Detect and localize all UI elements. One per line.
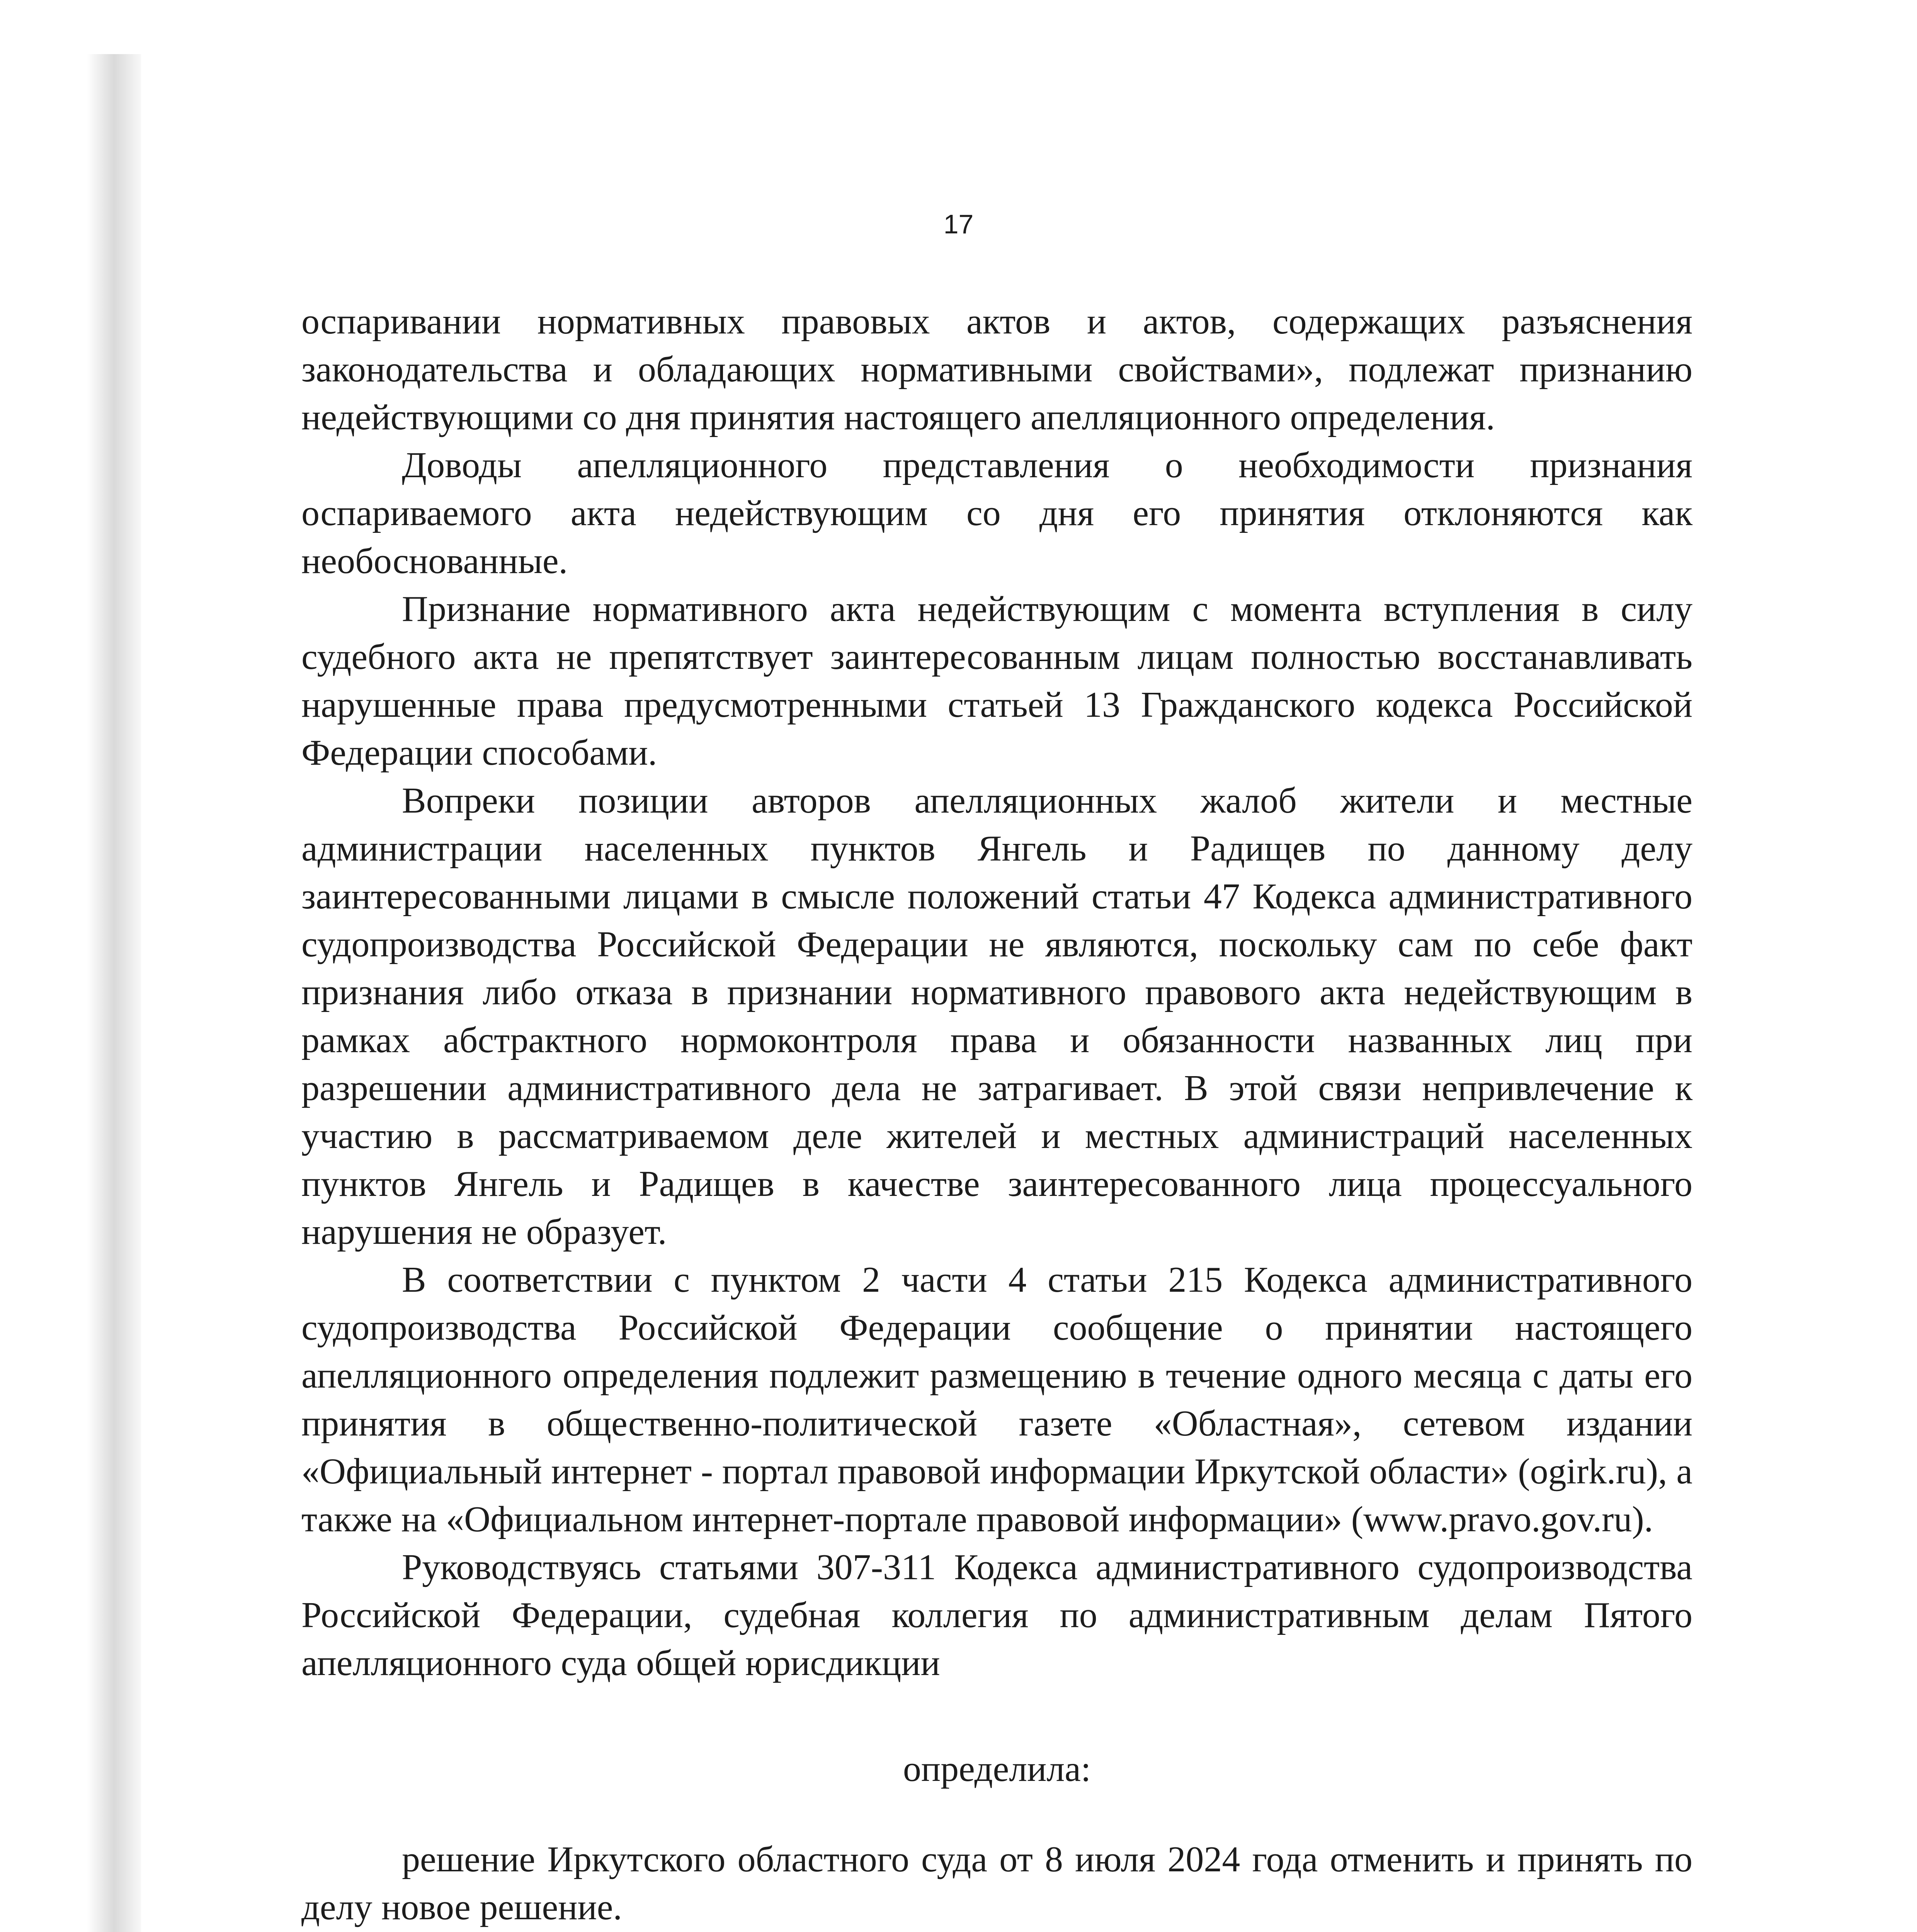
decision-heading: определила: <box>903 1749 1091 1789</box>
paragraph: Доводы апелляционного представления о необходимости признания оспариваемого акта недействующим со дня его принятия отклоняются как необоснованные. <box>301 445 1692 581</box>
paragraph: В соответствии с пунктом 2 части 4 статьи 215 Кодекса административного судопроизводства Российской Федерации сообщение о принятии настоящего апелляционного определения подлежит размещению в течение одного месяца с даты его принятия в общественно-политической газете «Областная», сетевом издании «Официальный интернет - портал правовой информации Иркутской области» (ogirk.ru), а также на «Официальном интернет-портале правовой информации» (www.pravo.gov.ru). <box>301 1260 1692 1539</box>
paragraph: Признание нормативного акта недействующим с момента вступления в силу судебного акта не препятствует заинтересованным лицам полностью восстанавливать нарушенные права предусмотренными статьей 13 Гражданского кодекса Российской Федерации способами. <box>301 589 1692 773</box>
scan-edge-shadow <box>87 54 141 1932</box>
resolution-paragraph: решение Иркутского областного суда от 8 июля 2024 года отменить и принять по делу новое решение. <box>301 1839 1692 1927</box>
page-number: 17 <box>943 209 974 239</box>
paragraph-continuation: оспаривании нормативных правовых актов и актов, содержащих разъяснения законодательства и обладающих нормативными свойствами», подлежат признанию недействующими со дня принятия настоящего апелляционного определения. <box>301 301 1692 437</box>
paragraph: Руководствуясь статьями 307-311 Кодекса административного судопроизводства Российской Федерации, судебная коллегия по административным делам Пятого апелляционного суда общей юрисдикции <box>301 1547 1692 1683</box>
document-body <box>301 298 1692 1932</box>
paragraph: Вопреки позиции авторов апелляционных жалоб жители и местные администрации населенных пунктов Янгель и Радищев по данному делу заинтересованными лицами в смысле положений статьи 47 Кодекса административного судопроизводства Российской Федерации не являются, поскольку сам по себе факт признания либо отказа в признании нормативного правового акта недействующим в рамках абстрактного нормоконтроля права и обязанности названных лиц при разрешении административного дела не затрагивает. В этой связи непривлечение к участию в рассматриваемом деле жителей и местных администраций населенных пунктов Янгель и Радищев в качестве заинтересованного лица процессуального нарушения не образует. <box>301 781 1692 1252</box>
